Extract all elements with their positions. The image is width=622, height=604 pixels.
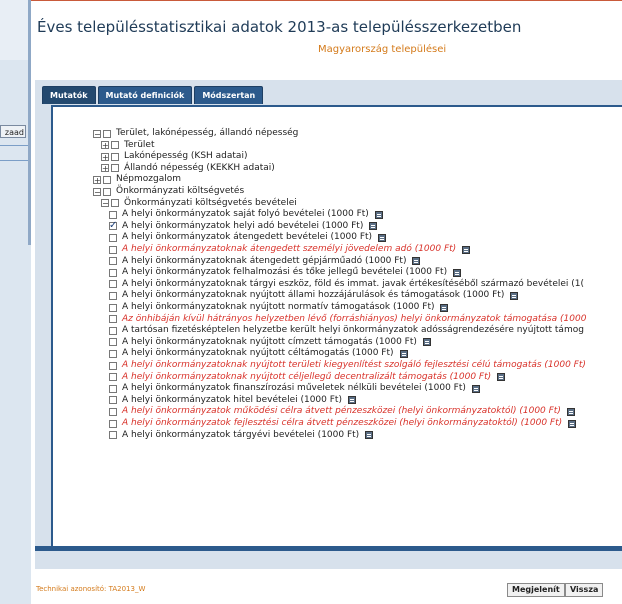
collapse-icon[interactable]: − bbox=[102, 199, 109, 209]
info-icon[interactable] bbox=[497, 373, 505, 381]
tree-item-label: A helyi önkormányzatoknak tárgyi eszköz, föld és immat. javak értékesítéséből származó bevételei (1( bbox=[122, 278, 584, 289]
info-icon[interactable] bbox=[423, 338, 431, 346]
tree-item-label: A helyi önkormányzatoknak átengedett gépjárműadó (1000 Ft) bbox=[122, 255, 407, 266]
tree-checkbox[interactable] bbox=[109, 292, 117, 300]
tree-item-label: A helyi önkormányzatoknak nyújtott állami hozzájárulások és támogatások (1000 Ft) bbox=[122, 290, 505, 301]
tree-checkbox[interactable] bbox=[109, 315, 117, 323]
tree-item[interactable] bbox=[109, 429, 373, 442]
tree-checkbox[interactable] bbox=[109, 234, 117, 242]
tree-item-label: A helyi önkormányzatok felhalmozási és tőke jellegű bevételei (1000 Ft) bbox=[122, 267, 448, 278]
tree-checkbox[interactable] bbox=[109, 385, 117, 393]
tab-mutato-definiciok[interactable]: Mutató definiciók bbox=[98, 86, 193, 104]
tree-item-label: Népmozgalom bbox=[116, 174, 181, 185]
tree-checkbox[interactable] bbox=[103, 176, 111, 184]
info-icon[interactable] bbox=[453, 269, 461, 277]
page-subtitle: Magyarország települései bbox=[318, 44, 447, 55]
back-button[interactable]: Vissza bbox=[565, 583, 603, 597]
info-icon[interactable] bbox=[375, 211, 383, 219]
tree-item-label: Terület bbox=[124, 139, 155, 150]
info-icon[interactable] bbox=[365, 431, 373, 439]
tree-item-label: A helyi önkormányzatoknak nyújtott céljellegű decentralizált támogatás (1000 Ft) bbox=[122, 371, 492, 382]
tree-item-label: A helyi önkormányzatoknak nyújtott területi kiegyenlítést szolgáló fejlesztési célú támogatás (1000 Ft) bbox=[122, 360, 586, 370]
tree-item-label: A helyi önkormányzatoknak nyújtott normatív támogatások (1000 Ft) bbox=[122, 302, 435, 312]
expand-icon[interactable]: + bbox=[94, 175, 101, 185]
tree-checkbox[interactable] bbox=[109, 373, 117, 381]
indicator-tree bbox=[51, 105, 622, 548]
tree-checkbox[interactable] bbox=[109, 338, 117, 346]
info-icon[interactable] bbox=[462, 246, 470, 254]
tree-checkbox[interactable] bbox=[109, 420, 117, 428]
tree-checkbox[interactable] bbox=[109, 269, 117, 277]
tree-checkbox[interactable] bbox=[111, 199, 119, 207]
info-icon[interactable] bbox=[472, 385, 480, 393]
collapse-icon[interactable]: − bbox=[94, 187, 101, 197]
tree-item-label: Állandó népesség (KEKKH adatai) bbox=[124, 162, 275, 173]
tab-bar bbox=[42, 86, 263, 104]
tree-checkbox[interactable] bbox=[111, 164, 119, 172]
tree-checkbox[interactable] bbox=[109, 431, 117, 439]
tree-checkbox[interactable] bbox=[111, 141, 119, 149]
left-divider bbox=[0, 145, 31, 146]
tree-item-label: A helyi önkormányzatok átengedett bevételei (1000 Ft) bbox=[122, 232, 373, 243]
tree-checkbox[interactable] bbox=[109, 408, 117, 416]
top-accent-line bbox=[31, 0, 622, 1]
tree-checkbox[interactable] bbox=[109, 246, 117, 254]
tree-item-label: A helyi önkormányzatoknak nyújtott címzett támogatás (1000 Ft) bbox=[122, 336, 417, 347]
tree-item-label: A helyi önkormányzatoknak nyújtott céltámogatás (1000 Ft) bbox=[122, 348, 394, 359]
tree-checkbox[interactable] bbox=[109, 350, 117, 358]
panel-bottom-bar bbox=[35, 546, 622, 551]
tree-item-label: Önkormányzati költségvetés bevételei bbox=[124, 197, 297, 208]
tree-item-label: A helyi önkormányzatoknak átengedett személyi jövedelem adó (1000 Ft) bbox=[122, 244, 457, 254]
info-icon[interactable] bbox=[369, 222, 377, 230]
tree-checkbox[interactable] bbox=[109, 257, 117, 265]
tree-item-label: A helyi önkormányzatok finanszírozási műveletek nélküli bevételei (1000 Ft) bbox=[122, 383, 466, 394]
tree-item-label: Terület, lakónépesség, állandó népesség bbox=[116, 128, 299, 138]
left-panel-button[interactable]: zaad bbox=[0, 125, 26, 138]
info-icon[interactable] bbox=[567, 408, 575, 416]
main-frame bbox=[31, 0, 622, 604]
tree-checkbox[interactable] bbox=[109, 304, 117, 312]
left-panel bbox=[0, 0, 31, 604]
tree-checkbox[interactable] bbox=[109, 211, 117, 219]
expand-icon[interactable]: + bbox=[102, 141, 109, 151]
info-icon[interactable] bbox=[440, 304, 448, 312]
tree-checkbox[interactable] bbox=[103, 130, 111, 138]
tree-item-label: A helyi önkormányzatok helyi adó bevételei (1000 Ft) bbox=[122, 220, 364, 231]
info-icon[interactable] bbox=[412, 257, 420, 265]
tree-item-label: A helyi önkormányzatok fejlesztési célra átvett pénzeszközei (helyi önkormányzatoktól) (1000 Ft) bbox=[122, 418, 563, 428]
expand-icon[interactable]: + bbox=[102, 152, 109, 162]
tab-mutatok[interactable]: Mutatók bbox=[42, 86, 96, 104]
tree-checkbox[interactable] bbox=[103, 188, 111, 196]
info-icon[interactable] bbox=[568, 420, 576, 428]
show-button[interactable]: Megjelenít bbox=[507, 583, 565, 597]
tree-checkbox[interactable] bbox=[111, 153, 119, 161]
tree-item-label: A tartósan fizetésképtelen helyzetbe került helyi önkormányzatok adósságrendezésére nyújtott támog bbox=[122, 325, 584, 336]
tree-checkbox[interactable] bbox=[109, 396, 117, 404]
expand-icon[interactable]: + bbox=[102, 164, 109, 174]
info-icon[interactable] bbox=[378, 234, 386, 242]
tree-item-label: Önkormányzati költségvetés bbox=[116, 186, 245, 196]
tree-checkbox[interactable] bbox=[109, 362, 117, 370]
tree-checkbox[interactable] bbox=[109, 327, 117, 335]
tree-item-label: Az önhibáján kívül hátrányos helyzetben lévő (forráshiányos) helyi önkormányzatok támogatása (1000 bbox=[122, 313, 587, 324]
left-band bbox=[0, 0, 31, 60]
tree-checkbox[interactable] bbox=[109, 222, 117, 230]
tree-item-label: A helyi önkormányzatok tárgyévi bevételei (1000 Ft) bbox=[122, 429, 360, 440]
tab-modszertan[interactable]: Módszertan bbox=[194, 86, 263, 104]
tree-item-label: A helyi önkormányzatok saját folyó bevételei (1000 Ft) bbox=[122, 209, 369, 220]
page-title: Éves településstatisztikai adatok 2013-as településszerkezetben bbox=[37, 18, 522, 36]
info-icon[interactable] bbox=[400, 350, 408, 358]
left-divider bbox=[0, 160, 31, 161]
collapse-icon[interactable]: − bbox=[94, 129, 101, 139]
tree-checkbox[interactable] bbox=[109, 280, 117, 288]
tree-item-label: Lakónépesség (KSH adatai) bbox=[124, 151, 248, 162]
info-icon[interactable] bbox=[510, 292, 518, 300]
tree-item-label: A helyi önkormányzatok hitel bevételei (1000 Ft) bbox=[122, 394, 342, 405]
tree-item-label: A helyi önkormányzatok működési célra átvett pénzeszközei (helyi önkormányzatoktól) (1000 Ft) bbox=[122, 406, 561, 417]
technical-id: Technikai azonosító: TA2013_W bbox=[36, 585, 146, 593]
info-icon[interactable] bbox=[348, 396, 356, 404]
indicator-panel bbox=[35, 80, 622, 569]
